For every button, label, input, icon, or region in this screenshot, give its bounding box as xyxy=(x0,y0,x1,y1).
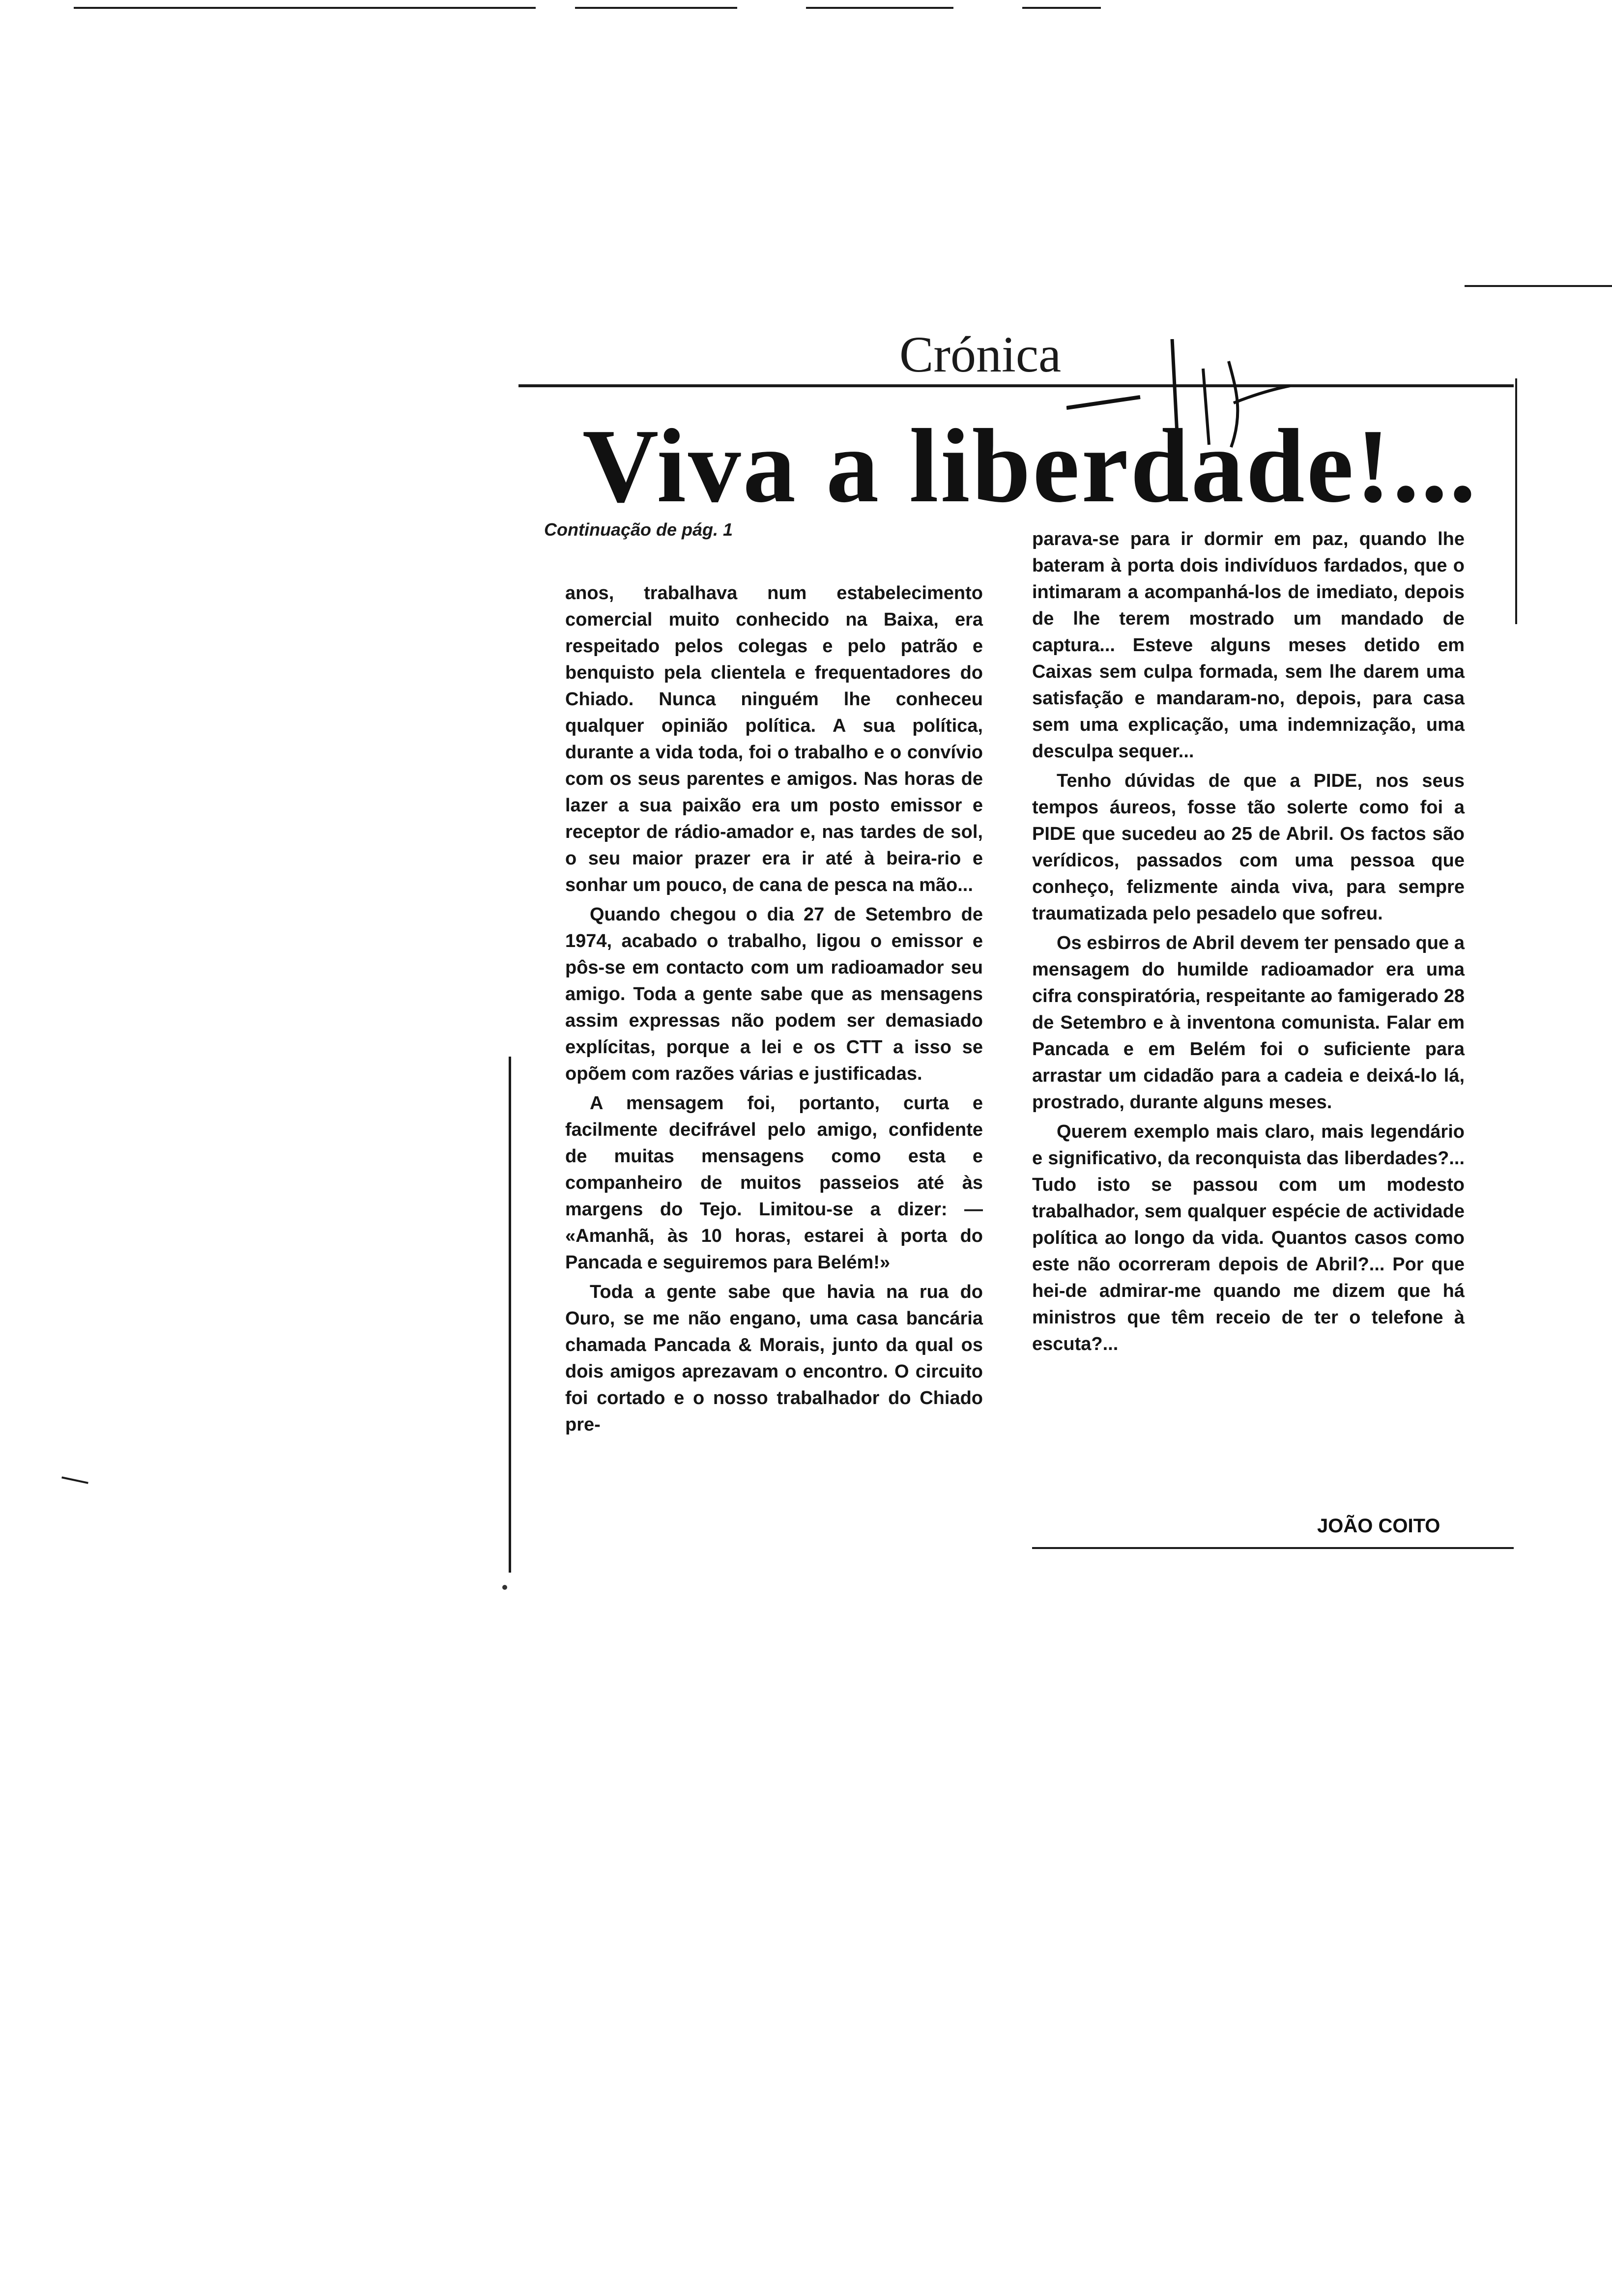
paragraph: Tenho dúvidas de que a PIDE, nos seus tempos áureos, fosse tão solerte como foi a PIDE que sucedeu ao 25 de Abril. Os factos são verídicos, passados com uma pessoa que conheço, felizmente ainda viva, para sempre traumatizada pelo pesadelo que sofreu. xyxy=(1032,771,1465,924)
headline: Viva a liberdade!... xyxy=(582,407,1478,524)
scan-top-rule-1 xyxy=(74,7,536,9)
paragraph: Querem exemplo mais claro, mais legendário e significativo, da reconquista das liberdades?... Tudo isto se passou com um modesto trabalhador, sem qualquer espécie de actividade política ao longo da vida. Quantos casos como este não ocorreram depois de Abril?... Por que hei-de admirar-me quando me dizem que há ministros que têm receio de ter o telefone à escuta?... xyxy=(1032,1121,1465,1354)
scan-left-mark xyxy=(61,1476,88,1484)
paragraph: parava-se para ir dormir em paz, quando lhe bateram à porta dois indivíduos fardados, que o intimaram a acompanhá-los de imediato, depois de lhe terem mostrado um mandado de captura... Esteve alguns meses detido em Caixas sem culpa formada, sem lhe darem uma satisfação e mandaram-no, depois, para casa sem uma explicação, uma indemnização, uma desculpa sequer... xyxy=(1032,529,1465,762)
author-signature: JOÃO COITO xyxy=(1317,1515,1440,1537)
header-rule xyxy=(518,384,1514,387)
scan-dot xyxy=(502,1585,507,1590)
paragraph: anos, trabalhava num estabelecimento comercial muito conhecido na Baixa, era respeitado pelos colegas e pelo patrão e benquisto pela clientela e frequentadores do Chiado. Nunca ninguém lhe conheceu qualquer opinião política. A sua política, durante a vida toda, foi o trabalho e o convívio com os seus parentes e amigos. Nas horas de lazer a sua paixão era um posto emissor e receptor de rádio-amador e, nas tardes de sol, o seu maior prazer era ir até à beira-rio e sonhar um pouco, de cana de pesca na mão... xyxy=(565,583,983,895)
clipping-right-border xyxy=(1515,378,1517,624)
paragraph: A mensagem foi, portanto, curta e facilmente decifrável pelo amigo, confidente de muitas mensagens como esta e companheiro de muitos passeios até às margens do Tejo. Limitou-se a dizer: — «Amanhã, às 10 horas, estarei à porta do Pancada e seguiremos para Belém!» xyxy=(565,1093,983,1273)
section-title: Crónica xyxy=(899,326,1062,383)
continuation-note: Continuação de pág. 1 xyxy=(544,519,733,540)
article-column-right xyxy=(1032,526,1465,1360)
article-column-left xyxy=(565,580,983,1441)
scan-right-mark xyxy=(1465,285,1612,287)
scan-top-rule-3 xyxy=(806,7,953,9)
scan-top-rule-4 xyxy=(1022,7,1101,9)
footer-rule xyxy=(1032,1547,1514,1549)
paragraph: Os esbirros de Abril devem ter pensado que a mensagem do humilde radioamador era uma cifra conspiratória, respeitante ao famigerado 28 de Setembro e à inventona comunista. Falar em Pancada e em Belém foi o suficiente para arrastar um cidadão para a cadeia e deixá-lo lá, prostrado, durante alguns meses. xyxy=(1032,933,1465,1113)
paragraph: Toda a gente sabe que havia na rua do Ouro, se me não engano, uma casa bancária chamada Pancada & Morais, junto da qual os dois amigos aprezavam o encontro. O circuito foi cortado e o nosso trabalhador do Chiado pre- xyxy=(565,1282,983,1435)
clipping-left-border xyxy=(509,1057,511,1573)
scan-top-rule-2 xyxy=(575,7,737,9)
paragraph: Quando chegou o dia 27 de Setembro de 1974, acabado o trabalho, ligou o emissor e pôs-se em contacto com um radioamador seu amigo. Toda a gente sabe que as mensagens assim expressas não podem ser demasiado explícitas, porque a lei e os CTT a isso se opõem com razões várias e justificadas. xyxy=(565,904,983,1084)
